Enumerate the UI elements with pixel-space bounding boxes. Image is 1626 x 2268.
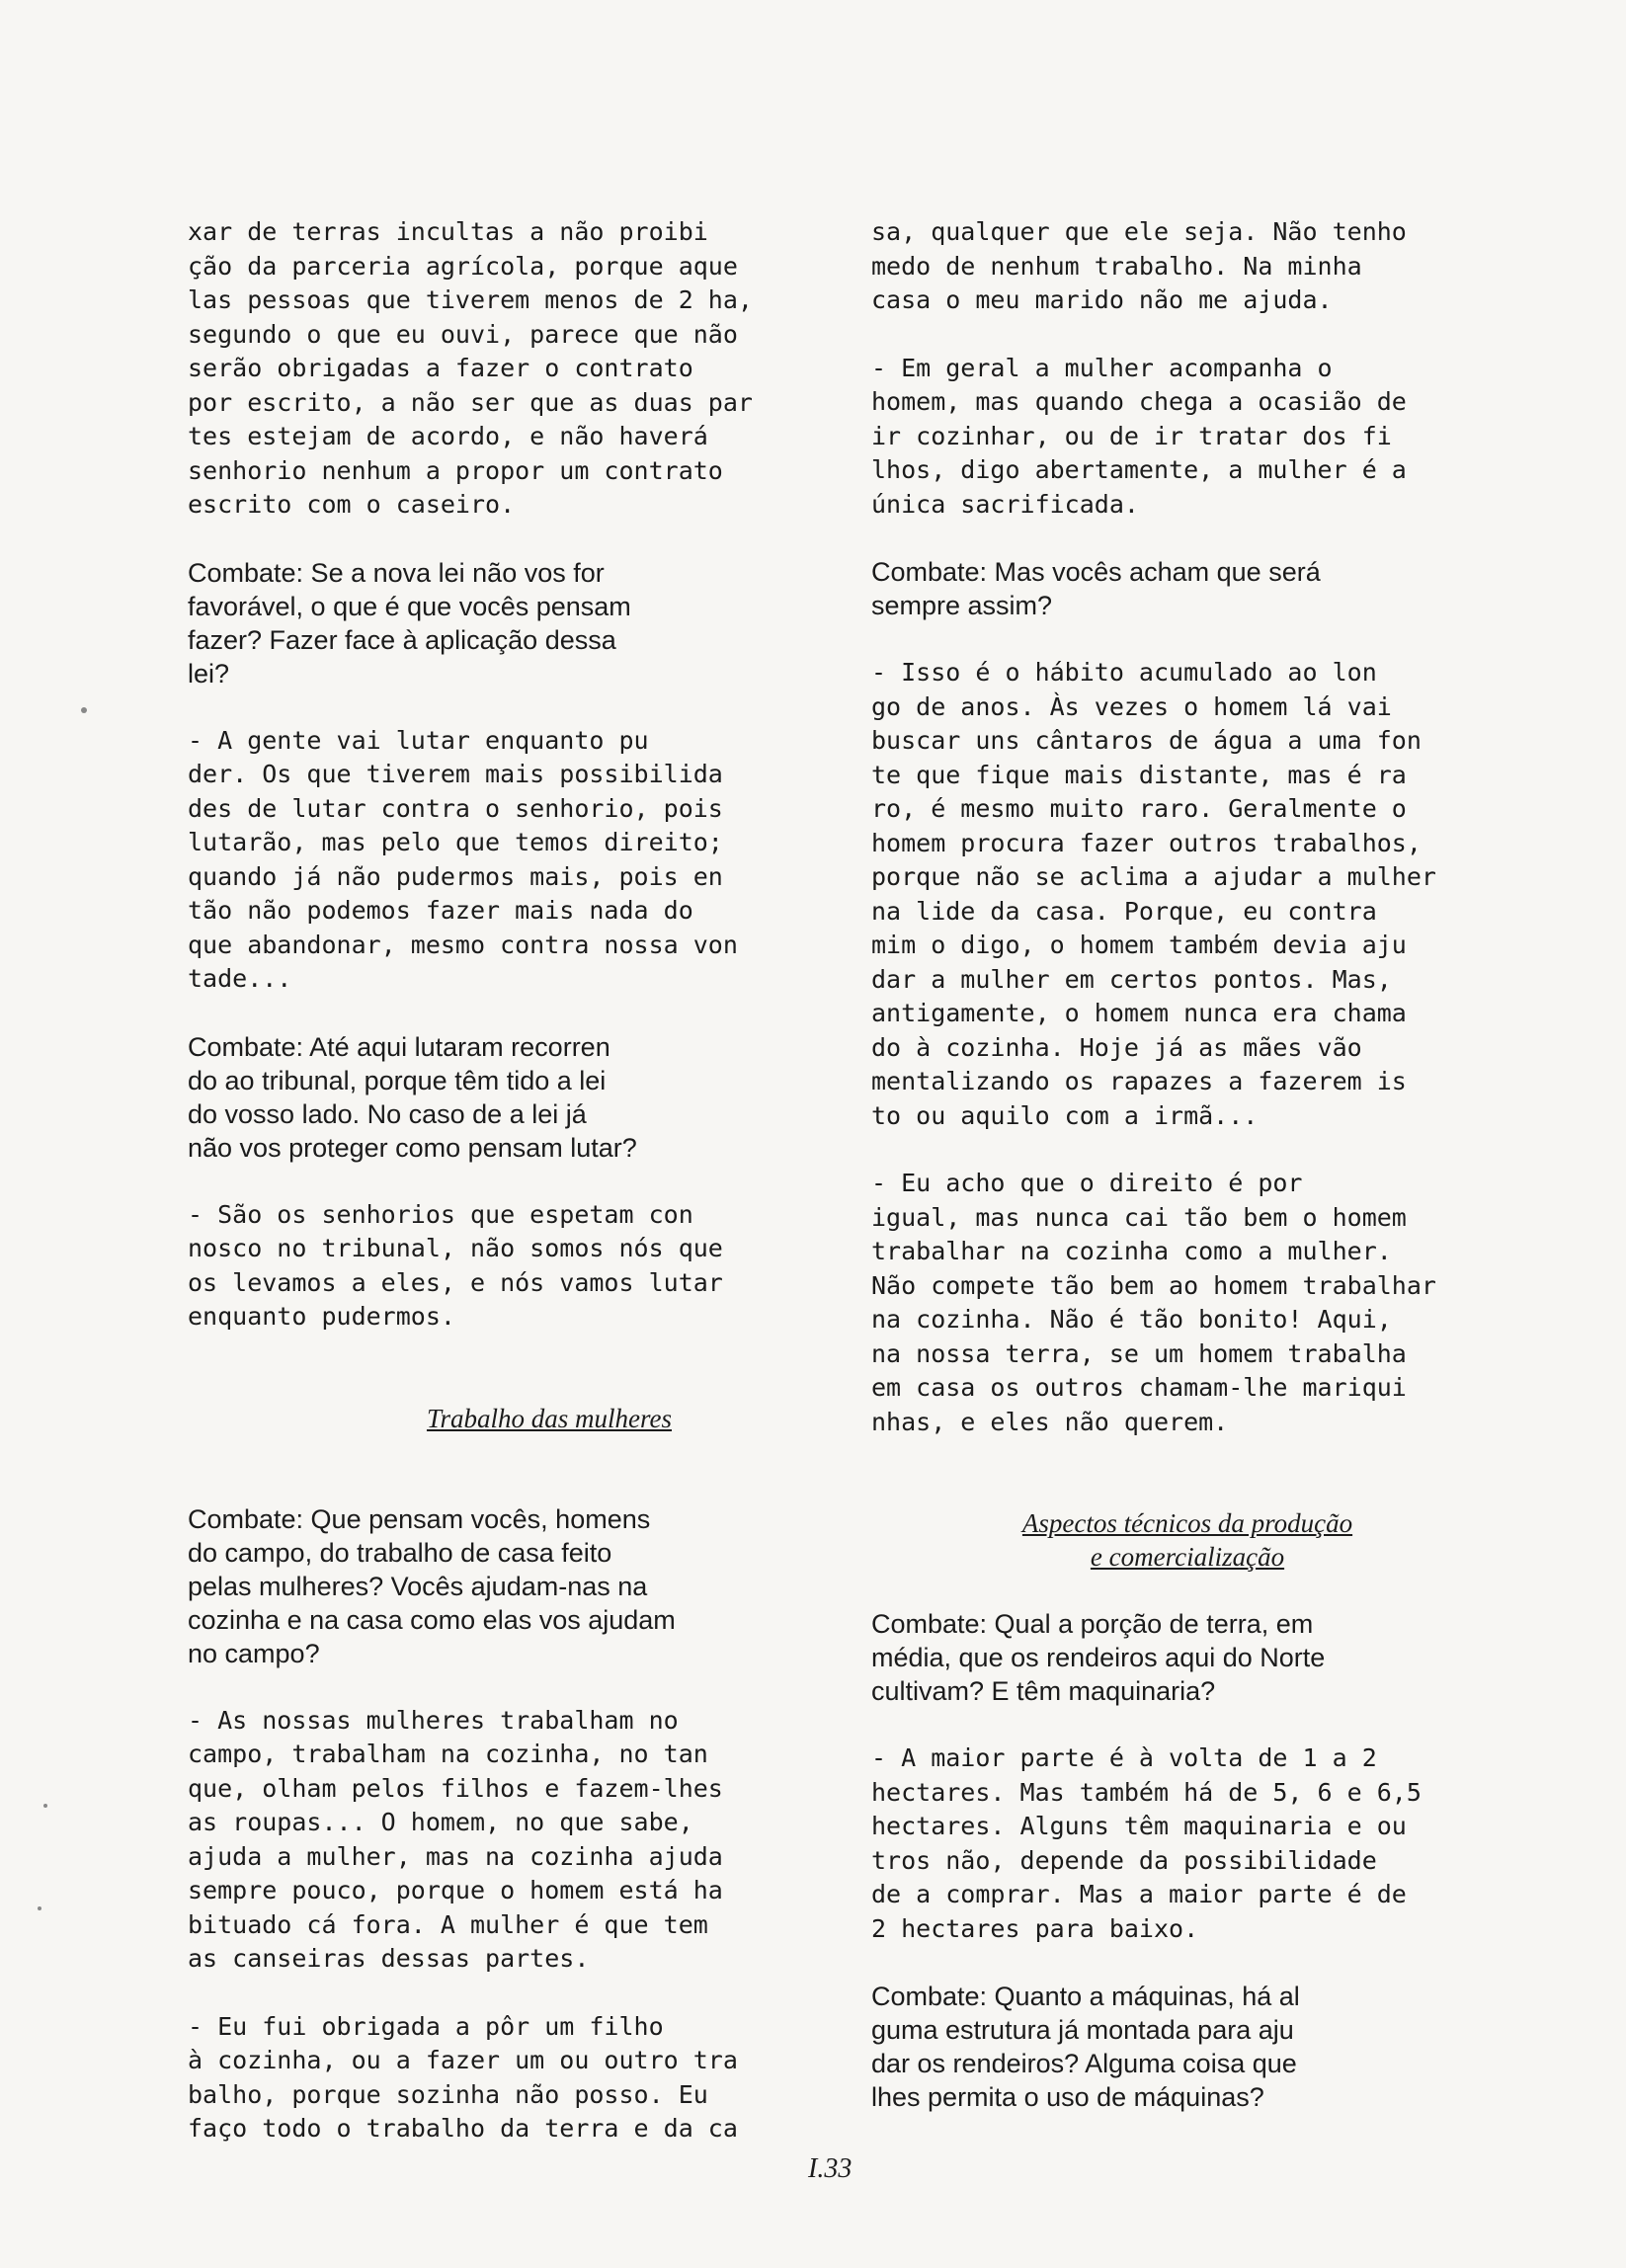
answer-paragraph: - Eu acho que o direito é por igual, mas nunca cai tão bem o homem trabalhar na cozinha como a mulher. Não compete tão bem ao homem trabalhar na cozinha. Não é tão bonito! Aqui, na nossa terra, se um homem trabalha em casa os outros chamam-lhe mariqui nhas, e eles não querem. bbox=[871, 1169, 1436, 1436]
section-heading: Aspectos técnicos da produção e comercialização bbox=[1021, 1508, 1353, 1572]
answer-paragraph: xar de terras incultas a não proibi ção da parceria agrícola, porque aque las pessoas que tiverem menos de 2 ha, segundo o que eu ouvi, parece que não serão obrigadas a fazer o contrato por escrito, a não ser que as duas par tes estejam de acordo, e não haverá senhorio nenhum a propor um contrato escrito com o caseiro. bbox=[188, 217, 753, 519]
interview-question: Combate: Mas vocês acham que será sempre assim? bbox=[871, 557, 1321, 620]
answer-paragraph: - Em geral a mulher acompanha o homem, mas quando chega a ocasião de ir cozinhar, ou de ir tratar dos fi lhos, digo abertamente, a mulher é a única sacrificada. bbox=[871, 353, 1407, 519]
answer-paragraph: - Isso é o hábito acumulado ao lon go de anos. Às vezes o homem lá vai buscar uns cântaros de água a uma fon te que fique mais distante, mas é ra ro, é mesmo muito raro. Geralmente o homem procura fazer outros trabalhos, porque não se aclima a ajudar a mulher na lide da casa. Porque, eu contra mim o digo, o homem também devia aju dar a mulher em certos pontos. Mas, antigamente, o homem nunca era chama do à cozinha. Hoje já as mães vão mentalizando os rapazes a fazerem is to ou aquilo com a irmã... bbox=[871, 658, 1436, 1130]
paper-speck bbox=[81, 707, 87, 713]
section-heading: Trabalho das mulheres bbox=[426, 1403, 672, 1433]
right-column bbox=[871, 215, 1504, 2114]
interview-question: Combate: Quanto a máquinas, há al guma estrutura já montada para aju dar os rendeiros? Alguma coisa que lhes permita o uso de máquinas? bbox=[871, 1982, 1300, 2112]
answer-paragraph: - São os senhorios que espetam con nosco no tribunal, não somos nós que os levamos a eles, e nós vamos lutar enquanto pudermos. bbox=[188, 1199, 723, 1331]
paper-speck bbox=[43, 1804, 47, 1808]
interview-question: Combate: Se a nova lei não vos for favorável, o que é que vocês pensam fazer? Fazer face à aplicação dessa lei? bbox=[188, 557, 631, 688]
paper-speck bbox=[38, 1906, 41, 1910]
left-column bbox=[188, 215, 830, 2146]
page-number: I.33 bbox=[808, 2153, 853, 2184]
answer-paragraph: sa, qualquer que ele seja. Não tenho medo de nenhum trabalho. Na minha casa o meu marido não me ajuda. bbox=[871, 217, 1407, 314]
interview-question: Combate: Até aqui lutaram recorren do ao tribunal, porque têm tido a lei do vosso lado. No caso de a lei já não vos proteger como pensam lutar? bbox=[188, 1031, 637, 1163]
interview-question: Combate: Que pensam vocês, homens do campo, do trabalho de casa feito pelas mulheres? Vocês ajudam-nas na cozinha e na casa como elas vos ajudam no campo? bbox=[188, 1503, 676, 1668]
answer-paragraph: - A maior parte é à volta de 1 a 2 hectares. Mas também há de 5, 6 e 6,5 hectares. Alguns têm maquinaria e ou tros não, depende da possibilidade de a comprar. Mas a maior parte é de 2 hectares para baixo. bbox=[871, 1743, 1422, 1943]
answer-paragraph: - Eu fui obrigada a pôr um filho à cozinha, ou a fazer um ou outro tra balho, porque sozinha não posso. Eu faço todo o trabalho da terra e da ca bbox=[188, 2011, 738, 2143]
answer-paragraph: - As nossas mulheres trabalham no campo, trabalham na cozinha, no tan que, olham pelos filhos e fazem-lhes as roupas... O homem, no que sabe, ajuda a mulher, mas na cozinha ajuda sempre pouco, porque o homem está ha bituado cá fora. A mulher é que tem as canseiras dessas partes. bbox=[188, 1705, 723, 1973]
interview-question: Combate: Qual a porção de terra, em média, que os rendeiros aqui do Norte cultivam? E têm maquinaria? bbox=[871, 1609, 1326, 1706]
answer-paragraph: - A gente vai lutar enquanto pu der. Os que tiverem mais possibilida des de lutar contra o senhorio, pois lutarão, mas pelo que temos direito; quando já não pudermos mais, pois en tão não podemos fazer mais nada do que abandonar, mesmo contra nossa von tade... bbox=[188, 725, 738, 993]
